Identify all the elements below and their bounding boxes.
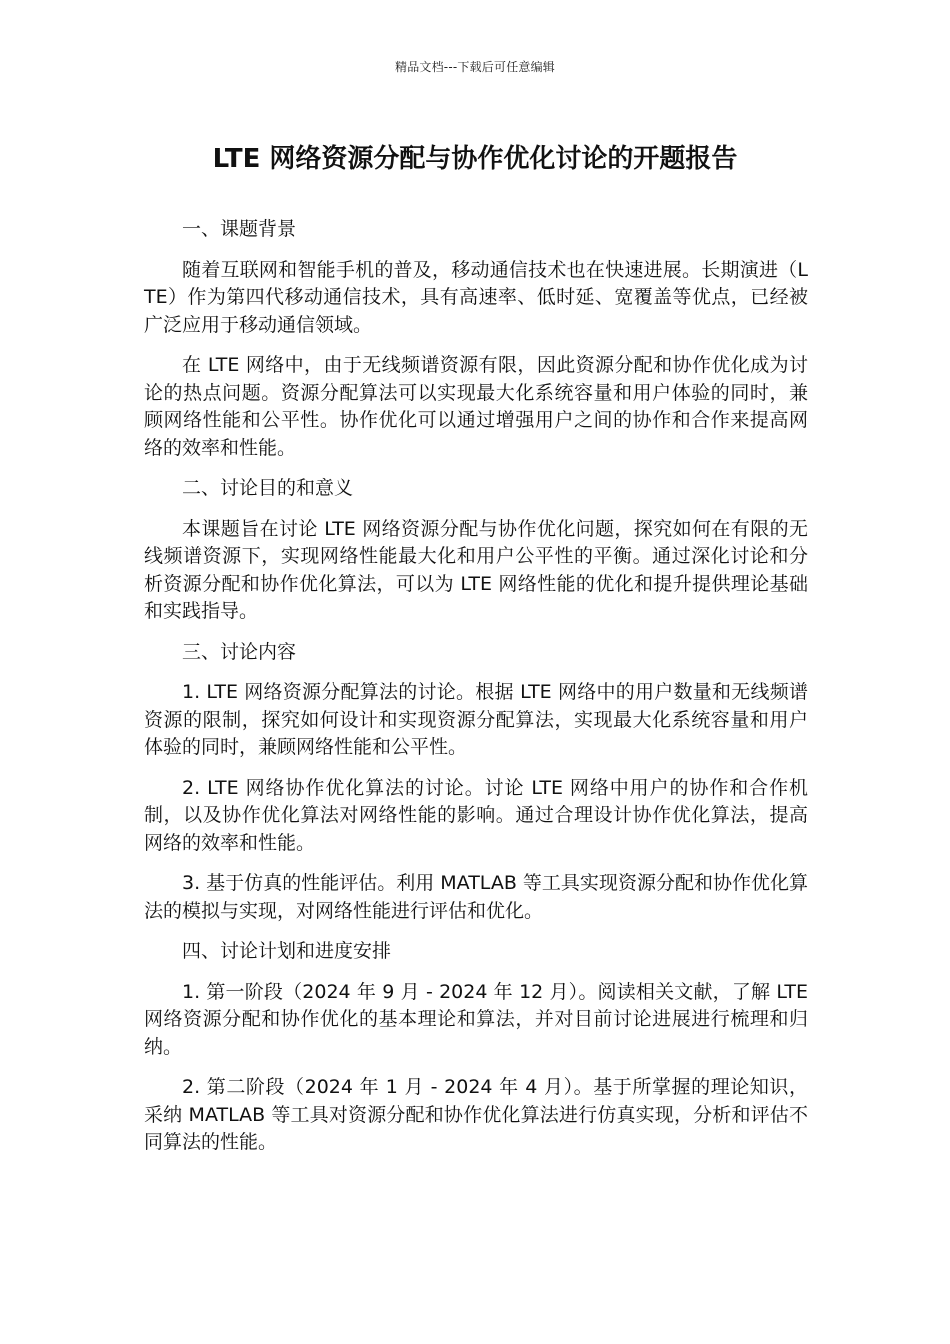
list-item: 2. 第二阶段（2024 年 1 月 - 2024 年 4 月）。基于所掌握的理论知识，采纳 MATLAB 等工具对资源分配和协作优化算法进行仿真实现，分析和评估不同算法的性能。: [144, 1076, 808, 1153]
header-note: 精品文档---下载后可任意编辑: [395, 60, 555, 74]
section-heading-content: 三、讨论内容: [182, 640, 297, 663]
document-title: LTE 网络资源分配与协作优化讨论的开题报告: [212, 144, 738, 174]
list-item: 3. 基于仿真的性能评估。利用 MATLAB 等工具实现资源分配和协作优化算法的模拟与实现，对网络性能进行评估和优化。: [144, 872, 808, 922]
paragraph: 本课题旨在讨论 LTE 网络资源分配与协作优化问题，探究如何在有限的无线频谱资源下，实现网络性能最大化和用户公平性的平衡。通过深化讨论和分析资源分配和协作优化算法，可以为 LTE 网络性能的优化和提升提供理论基础和实践指导。: [144, 517, 808, 622]
document-body: [144, 216, 808, 1170]
list-item: 2. LTE 网络协作优化算法的讨论。讨论 LTE 网络中用户的协作和合作机制，以及协作优化算法对网络性能的影响。通过合理设计协作优化算法，提高网络的效率和性能。: [144, 776, 808, 854]
section-heading-purpose: 二、讨论目的和意义: [182, 477, 354, 499]
list-item: 1. 第一阶段（2024 年 9 月 - 2024 年 12 月）。阅读相关文献，了解 LTE 网络资源分配和协作优化的基本理论和算法，并对目前讨论进展进行梳理和归纳。: [144, 980, 808, 1058]
section-heading-background: 一、课题背景: [182, 218, 297, 240]
paragraph: 随着互联网和智能手机的普及，移动通信技术也在快速进展。长期演进（LTE）作为第四代移动通信技术，具有高速率、低时延、宽覆盖等优点，已经被广泛应用于移动通信领域。: [144, 258, 808, 336]
section-heading-schedule: 四、讨论计划和进度安排: [182, 940, 392, 962]
paragraph: 在 LTE 网络中，由于无线频谱资源有限，因此资源分配和协作优化成为讨论的热点问题。资源分配算法可以实现最大化系统容量和用户体验的同时，兼顾网络性能和公平性。协作优化可以通过增强用户之间的协作和合作来提高网络的效率和性能。: [144, 354, 808, 459]
list-item: 1. LTE 网络资源分配算法的讨论。根据 LTE 网络中的用户数量和无线频谱资源的限制，探究如何设计和实现资源分配算法，实现最大化系统容量和用户体验的同时，兼顾网络性能和公平性。: [144, 681, 808, 758]
